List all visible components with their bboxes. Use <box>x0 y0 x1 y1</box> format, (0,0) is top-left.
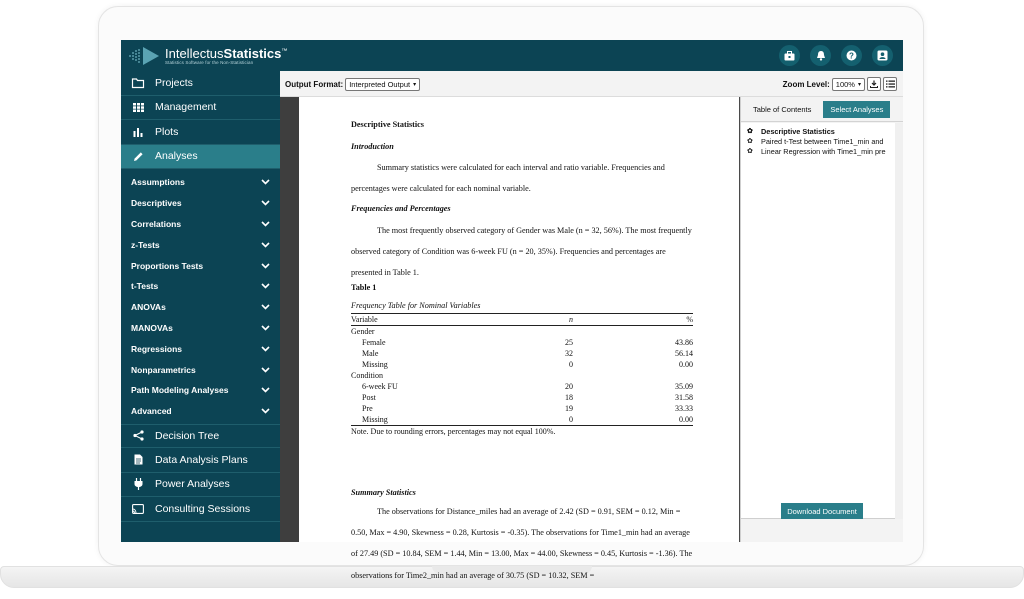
sidebar-subitem-t-tests[interactable] <box>121 276 280 297</box>
download-document-button[interactable]: Download Document <box>781 503 863 519</box>
output-format-label: Output Format: <box>285 80 344 89</box>
table-cell-pct: 0.00 <box>679 360 693 369</box>
sidebar-subitem-advanced[interactable] <box>121 401 280 422</box>
sidebar-item-plots[interactable] <box>121 120 280 145</box>
sidebar-item-label: Decision Tree <box>155 429 220 442</box>
bar-chart-icon <box>131 125 145 139</box>
table-cell-label: Condition <box>351 371 384 380</box>
chevron-down-icon <box>261 263 270 269</box>
table-row <box>351 359 693 370</box>
chevron-down-icon <box>261 179 270 185</box>
table-cell-label: Missing <box>362 360 388 369</box>
table-cell-n <box>533 370 573 381</box>
pencil-icon <box>131 149 145 163</box>
toc-item-label: Linear Regression with Time1_min pre <box>761 147 886 156</box>
sidebar-subitem-manovas[interactable] <box>121 318 280 339</box>
user-profile-icon[interactable] <box>872 45 893 66</box>
table-row <box>351 348 693 359</box>
sidebar-subitem-label: Advanced <box>131 406 172 417</box>
sidebar-subitem-label: ANOVAs <box>131 302 166 313</box>
sidebar-subitem-label: Proportions Tests <box>131 260 204 271</box>
doc-freq-heading: Frequencies and Percentages <box>351 204 451 213</box>
table-cell-n: 0 <box>569 415 573 424</box>
right-panel <box>740 97 903 542</box>
download-button[interactable] <box>867 77 881 91</box>
table-cell-label: 6-week FU <box>362 382 398 391</box>
sidebar-subitem-label: Assumptions <box>131 177 185 188</box>
document-page <box>299 97 739 580</box>
sidebar-subitem-descriptives[interactable] <box>121 193 280 214</box>
frequency-table <box>351 313 693 437</box>
briefcase-icon[interactable] <box>779 45 800 66</box>
sidebar-item-projects[interactable] <box>121 71 280 96</box>
output-toolbar <box>280 71 903 97</box>
right-panel-scrollbar[interactable] <box>895 123 903 519</box>
sidebar-subitem-z-tests[interactable] <box>121 234 280 255</box>
table-row <box>351 370 693 381</box>
table-cell-n: 18 <box>565 393 573 402</box>
sidebar-item-analyses[interactable] <box>121 145 280 170</box>
zoom-value: 100% <box>835 79 855 89</box>
table-cell-pct: 56.14 <box>675 349 693 358</box>
table-cell-n: 25 <box>565 338 573 347</box>
gear-icon: ✿ <box>747 128 753 135</box>
chevron-down-icon <box>261 367 270 373</box>
gear-icon: ✿ <box>747 138 753 145</box>
zoom-select[interactable] <box>832 78 865 91</box>
viewer-gutter <box>280 97 299 542</box>
toc-item[interactable] <box>741 137 895 147</box>
logo-mark-icon <box>127 45 161 67</box>
sidebar-subitem-label: MANOVAs <box>131 322 173 333</box>
folder-icon <box>131 76 145 90</box>
sidebar-subitem-label: Correlations <box>131 218 182 229</box>
chevron-down-icon <box>261 283 270 289</box>
top-header <box>121 40 903 71</box>
sidebar <box>121 71 280 542</box>
sidebar-subitem-label: Descriptives <box>131 198 182 209</box>
table-cell-label: Pre <box>362 404 373 413</box>
table-row <box>351 381 693 392</box>
chevron-down-icon <box>261 221 270 227</box>
table-cell-pct: 0.00 <box>679 415 693 424</box>
chevron-down-icon <box>261 387 270 393</box>
svg-text:?: ? <box>849 51 854 61</box>
chevron-down-icon <box>261 242 270 248</box>
sidebar-item-label: Plots <box>155 125 179 138</box>
sidebar-item-data-analysis-plans[interactable] <box>121 448 280 473</box>
sidebar-item-label: Management <box>155 101 217 114</box>
sidebar-item-label: Projects <box>155 76 193 89</box>
table-caption: Frequency Table for Nominal Variables <box>351 301 481 310</box>
trademark: ™ <box>281 48 288 55</box>
sidebar-subitem-label: Nonparametrics <box>131 364 196 375</box>
table-cell-n: 20 <box>565 382 573 391</box>
doc-summary-heading: Summary Statistics <box>351 488 416 497</box>
list-icon <box>886 80 895 88</box>
zoom-label: Zoom Level: <box>782 79 830 89</box>
app-title-bold: Statistics <box>223 45 282 61</box>
table-cell-label: Gender <box>351 327 375 336</box>
sidebar-item-consulting-sessions[interactable] <box>121 497 280 522</box>
chevron-down-icon <box>261 346 270 352</box>
sidebar-subitem-label: Path Modeling Analyses <box>131 385 229 396</box>
help-icon[interactable] <box>841 45 862 66</box>
sidebar-subitem-proportions-tests[interactable] <box>121 255 280 276</box>
doc-summary-paragraph: The observations for Distance_miles had an average of 2.42 (SD = 0.91, SEM = 0.12, Min = 0.50, Max = 4.90, Skewness = 0.28, Kurtosis = -0.35). The observations for Time1_min had an average of 27.49 (SD = 10.84, SEM = 1.44, Min = 13.00, Max = 44.00, Skewness = 0.45, Kurtosis = -1.36). The observations for Time2_min had an average of 30.75 (SD = 10.32, SEM = <box>351 507 693 580</box>
table-cell-pct <box>653 326 693 337</box>
table-row <box>351 414 693 425</box>
list-view-button[interactable] <box>883 77 897 91</box>
sidebar-subitem-nonparametrics[interactable] <box>121 359 280 380</box>
sidebar-item-label: Power Analyses <box>155 478 230 491</box>
sidebar-item-label: Analyses <box>155 150 198 163</box>
table-row <box>351 392 693 403</box>
doc-intro-paragraph: Summary statistics were calculated for each interval and ratio variable. Frequencies and percentages were calculated for each nominal variable. <box>351 163 665 194</box>
share-icon <box>131 429 145 443</box>
table-cell-label: Missing <box>362 415 388 424</box>
app-logo[interactable] <box>127 44 287 68</box>
output-format-select[interactable] <box>345 78 420 91</box>
cast-icon <box>131 502 145 516</box>
table-cell-pct: 43.86 <box>675 338 693 347</box>
chevron-down-icon <box>261 408 270 414</box>
sidebar-subitem-correlations[interactable] <box>121 214 280 235</box>
app-screen <box>121 40 903 580</box>
table-row <box>351 403 693 414</box>
app-title-regular: Intellectus <box>165 45 224 61</box>
sidebar-item-decision-tree[interactable] <box>121 424 280 449</box>
table-label: Table 1 <box>351 283 377 292</box>
download-icon <box>870 80 878 88</box>
table-cell-label: Post <box>362 393 376 402</box>
analyses-submenu <box>121 169 280 424</box>
sidebar-subitem-anovas[interactable] <box>121 297 280 318</box>
table-body <box>351 326 693 425</box>
sidebar-subitem-label: z-Tests <box>131 239 160 250</box>
output-format-value: Interpreted Output <box>349 80 411 89</box>
sidebar-item-management[interactable] <box>121 96 280 121</box>
table-cell-label: Female <box>362 338 386 347</box>
sidebar-item-power-analyses[interactable] <box>121 473 280 498</box>
doc-title: Descriptive Statistics <box>351 120 424 129</box>
bell-icon[interactable] <box>810 45 831 66</box>
table-row <box>351 337 693 348</box>
table-of-contents <box>741 123 896 519</box>
table-cell-pct <box>653 370 693 381</box>
sidebar-subitem-label: Regressions <box>131 343 183 354</box>
table-header-cell: % <box>686 315 693 324</box>
table-cell-pct: 33.33 <box>675 404 693 413</box>
toc-item-label: Paired t-Test between Time1_min and <box>761 137 884 146</box>
tab-select-analyses[interactable]: Select Analyses <box>823 101 890 118</box>
grid-icon <box>131 100 145 114</box>
table-cell-pct: 35.09 <box>675 382 693 391</box>
sidebar-subitem-label: t-Tests <box>131 281 159 292</box>
table-cell-n: 32 <box>565 349 573 358</box>
select-caret-icon: ▾ <box>413 82 417 88</box>
table-cell-n <box>533 326 573 337</box>
table-header-cell: Variable <box>351 315 378 324</box>
toc-item[interactable] <box>741 147 895 157</box>
table-row <box>351 326 693 337</box>
toc-item[interactable] <box>741 127 895 137</box>
gear-icon: ✿ <box>747 148 753 155</box>
table-header-row <box>351 314 693 325</box>
table-note: Note. Due to rounding errors, percentages may not equal 100%. <box>351 427 556 436</box>
table-header-cell: n <box>569 315 573 324</box>
plug-icon <box>131 477 145 491</box>
chevron-down-icon <box>261 200 270 206</box>
sidebar-item-label: Data Analysis Plans <box>155 453 248 466</box>
doc-intro-heading: Introduction <box>351 142 394 151</box>
tab-table-of-contents[interactable]: Table of Contents <box>753 104 812 114</box>
doc-freq-paragraph: The most frequently observed category of Gender was Male (n = 32, 56%). The most frequently observed category of Condition was 6-week FU (n = 20, 35%). Frequencies and percentages are presented in Table 1. <box>351 226 692 278</box>
table-cell-n: 19 <box>565 404 573 413</box>
chevron-down-icon <box>261 325 270 331</box>
table-cell-n: 0 <box>569 360 573 369</box>
sidebar-subitem-assumptions[interactable] <box>121 172 280 193</box>
right-panel-tabs <box>741 97 903 122</box>
app-subtitle: Statistics Software for the Non-Statistician <box>165 59 254 65</box>
select-caret-icon: ▾ <box>857 81 861 88</box>
toc-item-label: Descriptive Statistics <box>761 127 835 136</box>
table-cell-label: Male <box>362 349 379 358</box>
sidebar-item-label: Consulting Sessions <box>155 502 251 515</box>
document-icon <box>131 453 145 467</box>
table-cell-pct: 31.58 <box>675 393 693 402</box>
sidebar-subitem-regressions[interactable] <box>121 338 280 359</box>
chevron-down-icon <box>261 304 270 310</box>
sidebar-subitem-path-modeling[interactable] <box>121 380 280 401</box>
